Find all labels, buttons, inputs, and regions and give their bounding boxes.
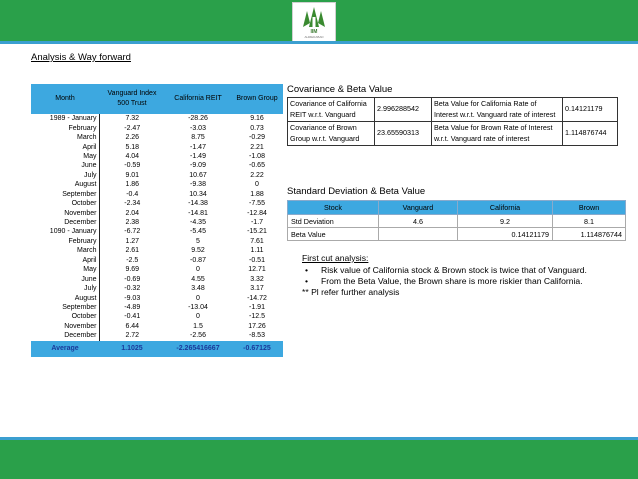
- month-cell: April: [82, 256, 97, 264]
- vanguard-cell: 2.38: [99, 218, 165, 227]
- california-cell: 10.34: [189, 190, 207, 198]
- brown-cell: 12.71: [248, 266, 266, 274]
- table-row: [31, 331, 283, 340]
- california-cell: 3.48: [191, 285, 205, 293]
- row-label: Std Deviation: [288, 215, 379, 228]
- table-row: [31, 218, 283, 227]
- vanguard-value: [379, 228, 458, 241]
- brown-cell: -1.91: [249, 303, 265, 311]
- california-cell: -3.03: [190, 124, 206, 132]
- brown-cell: -7.55: [249, 200, 265, 208]
- table-row: [31, 152, 283, 161]
- vanguard-cell: -0.32: [99, 284, 165, 293]
- column-header: Brown: [553, 201, 626, 215]
- california-cell: -4.35: [190, 219, 206, 227]
- vanguard-cell: 1.27: [99, 237, 165, 246]
- month-cell: 1989 - January: [49, 115, 97, 123]
- brown-cell: -1.7: [250, 219, 264, 227]
- column-header: Vanguard: [379, 201, 458, 215]
- logo-subtext: AHMEDABAD: [304, 35, 324, 39]
- table-row: [31, 284, 283, 293]
- vanguard-cell: -2.5: [99, 256, 165, 265]
- brown-cell: 1.11: [250, 247, 264, 255]
- brown-cell: -12.5: [249, 313, 265, 321]
- covariance-title: Covariance & Beta Value: [287, 84, 393, 95]
- table-row: [31, 303, 283, 312]
- covariance-table: [287, 97, 618, 146]
- month-cell: July: [84, 171, 97, 179]
- monthly-returns-table: [31, 84, 284, 357]
- month-cell: November: [64, 209, 97, 217]
- vanguard-cell: -9.03: [99, 293, 165, 302]
- table-row: [31, 274, 283, 283]
- average-label: Average: [31, 341, 99, 357]
- table-row: [31, 161, 283, 170]
- stddev-table: [287, 200, 626, 241]
- bullet-text: From the Beta Value, the Brown share is more riskier than California.: [321, 275, 583, 286]
- table-row: [31, 237, 283, 246]
- california-cell: 5: [196, 237, 200, 245]
- covariance-label: Covariance of California REIT w.r.t. Vanguard: [288, 98, 375, 122]
- table-row: [31, 142, 283, 151]
- bullet-item: [302, 265, 587, 276]
- table-row: [31, 256, 283, 265]
- vanguard-cell: -2.47: [99, 123, 165, 132]
- california-cell: -9.38: [190, 181, 206, 189]
- column-header: Stock: [288, 201, 379, 215]
- brown-value: 8.1: [553, 215, 626, 228]
- bullet-icon: •: [305, 275, 309, 286]
- month-cell: May: [83, 266, 97, 274]
- column-header: Brown Group: [231, 84, 283, 114]
- analysis-note: ** Pl refer further analysis: [302, 287, 400, 298]
- analysis-title: First cut analysis:: [302, 253, 369, 263]
- top-blue-rule: [0, 41, 638, 44]
- average-row: [31, 341, 283, 357]
- brown-cell: 2.21: [250, 143, 264, 151]
- vanguard-value: 4.6: [379, 215, 458, 228]
- table-row: [31, 114, 283, 123]
- bullet-icon: •: [305, 264, 309, 275]
- brown-cell: -14.72: [247, 294, 267, 302]
- month-cell: July: [84, 285, 97, 293]
- stddev-title: Standard Deviation & Beta Value: [287, 186, 426, 197]
- month-cell: April: [82, 143, 97, 151]
- column-header: California: [458, 201, 553, 215]
- bullet-text: Risk value of California stock & Brown stock is twice that of Vanguard.: [321, 264, 587, 275]
- month-cell: September: [62, 303, 97, 311]
- table-header-row: [31, 84, 283, 114]
- table-row: [31, 227, 283, 236]
- vanguard-cell: 7.32: [99, 114, 165, 123]
- california-cell: 0: [196, 294, 200, 302]
- vanguard-cell: 9.01: [99, 171, 165, 180]
- column-header: California REIT: [165, 84, 231, 114]
- covariance-value: 2.996288542: [375, 98, 432, 122]
- vanguard-cell: 9.69: [99, 265, 165, 274]
- month-cell: June: [81, 162, 97, 170]
- average-brown: -0.67125: [231, 341, 283, 357]
- table-row: [31, 246, 283, 255]
- california-cell: -1.49: [190, 152, 206, 160]
- month-cell: November: [64, 322, 97, 330]
- california-cell: 4.55: [191, 275, 205, 283]
- page-title: Analysis & Way forward: [31, 52, 131, 63]
- month-cell: May: [83, 152, 97, 160]
- beta-label: Beta Value for California Rate of Interest w.r.t. Vanguard rate of interest: [432, 98, 563, 122]
- brown-cell: 7.61: [250, 237, 264, 245]
- table-row: [31, 322, 283, 331]
- month-cell: February: [68, 124, 97, 132]
- month-cell: March: [77, 134, 97, 142]
- vanguard-cell: 6.44: [99, 322, 165, 331]
- california-cell: 8.75: [191, 134, 205, 142]
- california-value: 9.2: [458, 215, 553, 228]
- brown-cell: 1.88: [250, 190, 264, 198]
- table-row: [288, 215, 626, 228]
- row-label: Beta Value: [288, 228, 379, 241]
- month-cell: December: [64, 332, 97, 340]
- bottom-green-band: [0, 440, 638, 479]
- brown-cell: -8.53: [249, 332, 265, 340]
- vanguard-cell: 2.26: [99, 133, 165, 142]
- california-cell: 0: [196, 266, 200, 274]
- table-row: [31, 190, 283, 199]
- california-cell: -0.87: [190, 256, 206, 264]
- california-cell: -2.56: [190, 332, 206, 340]
- brown-cell: 3.32: [250, 275, 264, 283]
- month-cell: August: [74, 294, 97, 302]
- brown-cell: 0: [255, 181, 259, 189]
- california-cell: -28.26: [188, 115, 208, 123]
- analysis-notes: [302, 253, 587, 298]
- iim-logo: [292, 2, 336, 42]
- month-cell: October: [71, 313, 97, 321]
- table-row: [31, 171, 283, 180]
- table-row: [31, 265, 283, 274]
- california-value: 0.14121179: [458, 228, 553, 241]
- vanguard-cell: -6.72: [99, 227, 165, 236]
- beta-value: 1.114876744: [563, 122, 618, 146]
- month-cell: 1090 - January: [49, 228, 97, 236]
- california-cell: -1.47: [190, 143, 206, 151]
- covariance-value: 23.65590313: [375, 122, 432, 146]
- table-row: [31, 180, 283, 189]
- vanguard-cell: -0.4: [99, 190, 165, 199]
- vanguard-cell: -0.59: [99, 161, 165, 170]
- brown-cell: -0.65: [249, 162, 265, 170]
- brown-cell: -0.29: [249, 134, 265, 142]
- vanguard-cell: -4.89: [99, 303, 165, 312]
- month-cell: December: [64, 219, 97, 227]
- logo-text: IIM: [310, 29, 318, 35]
- california-cell: 1.5: [193, 322, 203, 330]
- brown-cell: -0.51: [249, 256, 265, 264]
- table-row: [31, 199, 283, 208]
- vanguard-cell: 5.18: [99, 142, 165, 151]
- month-cell: September: [62, 190, 97, 198]
- vanguard-cell: 1.86: [99, 180, 165, 189]
- california-cell: 9.52: [191, 247, 205, 255]
- brown-cell: 2.22: [250, 171, 264, 179]
- brown-cell: 9.16: [250, 115, 264, 123]
- table-row: [31, 312, 283, 321]
- brown-cell: 3.17: [250, 285, 264, 293]
- table-row: [288, 228, 626, 241]
- month-cell: August: [74, 181, 97, 189]
- beta-label: Beta Value for Brown Rate of Interest w.r.t. Vanguard rate of interest: [432, 122, 563, 146]
- brown-cell: 17.26: [248, 322, 266, 330]
- month-cell: October: [71, 200, 97, 208]
- column-header: Month: [31, 84, 99, 114]
- california-cell: 10.67: [189, 171, 207, 179]
- table-row: [31, 208, 283, 217]
- average-vanguard: 1.1025: [99, 341, 165, 357]
- vanguard-cell: 2.04: [99, 208, 165, 217]
- logo-emblem-icon: [301, 5, 327, 29]
- covariance-label: Covariance of Brown Group w.r.t. Vanguard: [288, 122, 375, 146]
- table-row: [31, 293, 283, 302]
- brown-cell: -1.08: [249, 152, 265, 160]
- bullet-item: [302, 276, 587, 287]
- table-row: [288, 98, 618, 122]
- table-header-row: [288, 201, 626, 215]
- california-cell: 0: [196, 313, 200, 321]
- vanguard-cell: -0.69: [99, 274, 165, 283]
- vanguard-cell: -0.41: [99, 312, 165, 321]
- california-cell: -14.81: [188, 209, 208, 217]
- table-row: [31, 133, 283, 142]
- column-header: Vanguard Index 500 Trust: [99, 84, 165, 114]
- vanguard-cell: 2.61: [99, 246, 165, 255]
- brown-cell: -15.21: [247, 228, 267, 236]
- vanguard-cell: 4.04: [99, 152, 165, 161]
- table-row: [288, 122, 618, 146]
- california-cell: -14.38: [188, 200, 208, 208]
- brown-cell: 0.73: [250, 124, 264, 132]
- brown-value: 1.114876744: [553, 228, 626, 241]
- average-california: -2.265416667: [165, 341, 231, 357]
- month-cell: March: [77, 247, 97, 255]
- california-cell: -13.04: [188, 303, 208, 311]
- table-row: [31, 123, 283, 132]
- vanguard-cell: 2.72: [99, 331, 165, 340]
- california-cell: -9.09: [190, 162, 206, 170]
- beta-value: 0.14121179: [563, 98, 618, 122]
- month-cell: February: [68, 237, 97, 245]
- california-cell: -5.45: [190, 228, 206, 236]
- brown-cell: -12.84: [247, 209, 267, 217]
- vanguard-cell: -2.34: [99, 199, 165, 208]
- month-cell: June: [81, 275, 97, 283]
